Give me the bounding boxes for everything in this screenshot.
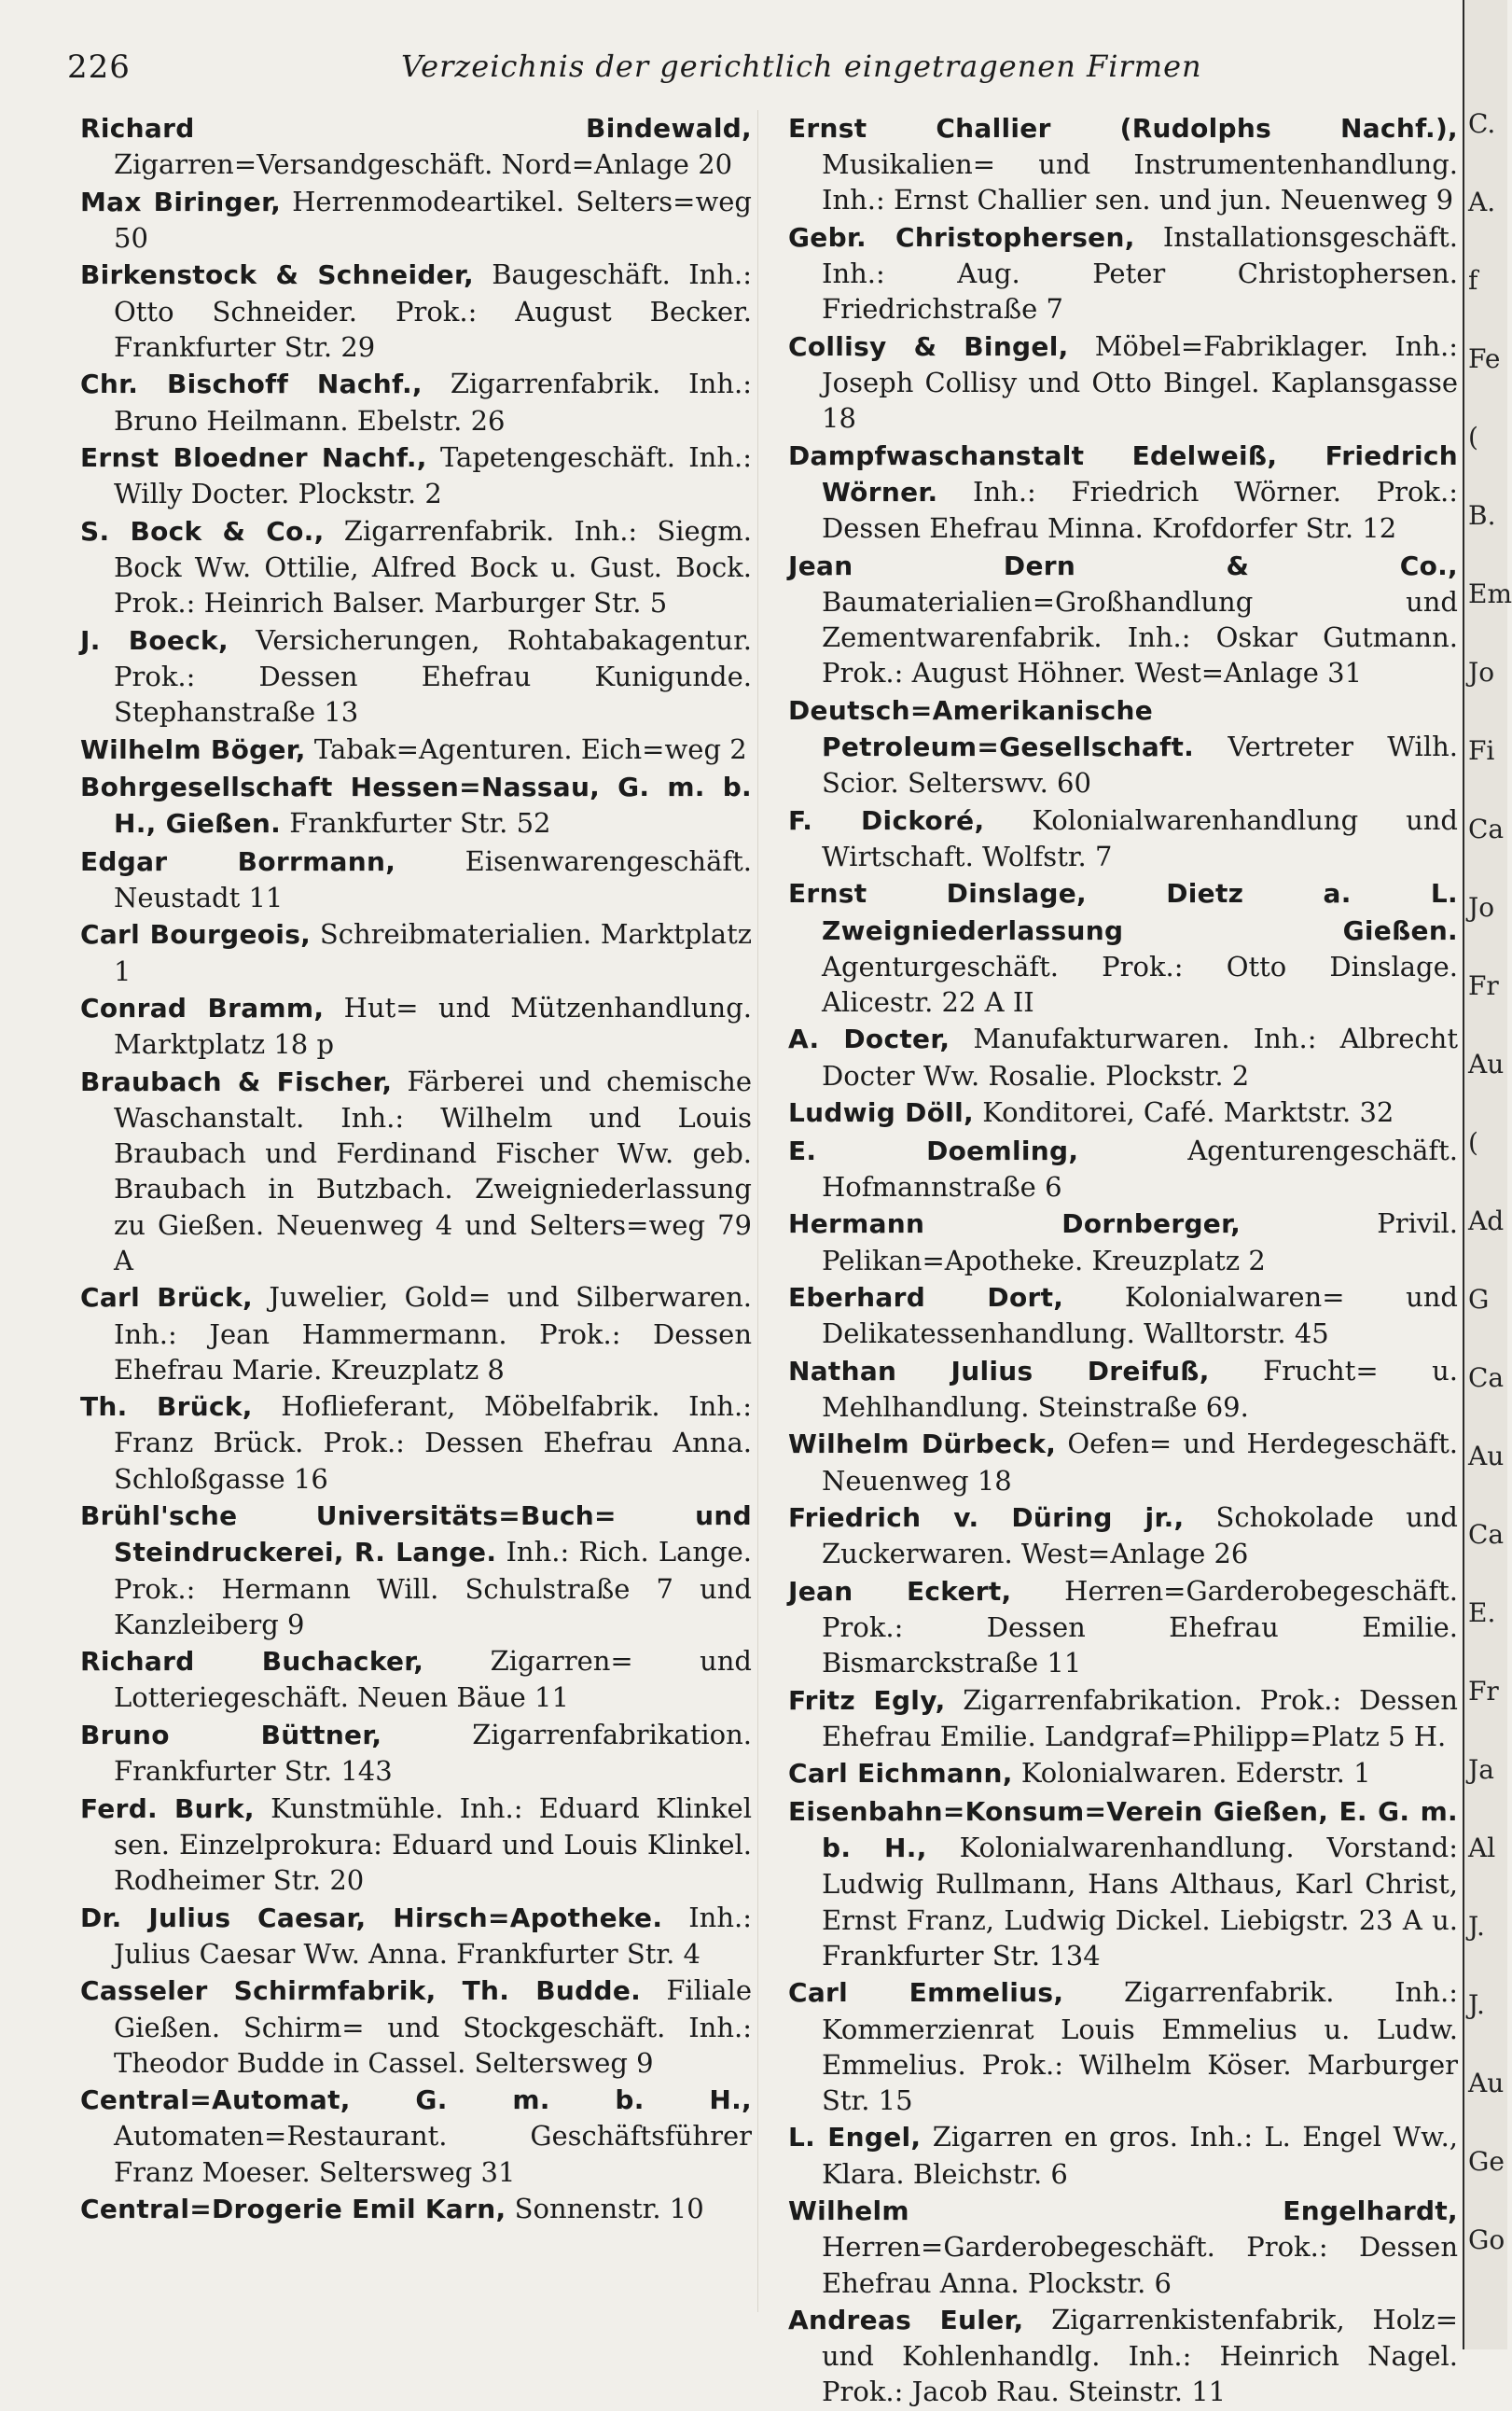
edge-fragment: G: [1468, 1284, 1490, 1315]
firm-details: Kolonialwaren= und Delikatessenhandlung. Walltorstr. 45: [822, 1281, 1458, 1350]
firm-name: Eisenbahn=Konsum=Verein Gießen, E. G. m. b. H.,: [788, 1795, 1458, 1864]
firm-name: Ernst Challier (Rudolphs Nachf.),: [788, 113, 1458, 144]
firm-entry: [80, 257, 752, 365]
edge-fragment: Em: [1468, 578, 1512, 609]
edge-fragment: E.: [1468, 1597, 1496, 1628]
firm-details: Agenturengeschäft. Hofmannstraße 6: [822, 1134, 1458, 1203]
firm-details: Frankfurter Str. 52: [289, 807, 551, 840]
edge-fragment: Ca: [1468, 1362, 1505, 1393]
firm-name: Richard Buchacker,: [80, 1646, 424, 1678]
edge-fragment: (: [1468, 422, 1478, 453]
firm-entry: [788, 2302, 1458, 2410]
firm-details: Vertreter Wilh. Scior. Selterswv. 60: [822, 730, 1458, 800]
edge-fragment: C.: [1468, 108, 1496, 139]
edge-fragment: Fr: [1468, 970, 1499, 1001]
firm-entry: [80, 1972, 752, 2081]
firm-entry: [788, 1793, 1458, 1973]
firm-details: Möbel=Fabriklager. Inh.: Joseph Collisy und Otto Bingel. Kaplansgasse 18: [822, 329, 1458, 435]
firm-name: Deutsch=Amerikanische Petroleum=Gesellschaft.: [788, 694, 1195, 762]
firm-details: Konditorei, Café. Marktstr. 32: [982, 1096, 1394, 1129]
edge-fragment: Ja: [1468, 1754, 1494, 1785]
firm-details: Juwelier, Gold= und Silberwaren. Inh.: Jean Hammermann. Prok.: Dessen Ehefrau Marie. Kreuzplatz 8: [114, 1281, 752, 1386]
firm-name: Wilhelm Engelhardt,: [788, 2195, 1458, 2227]
firm-entry: [788, 802, 1458, 874]
firm-details: Inh.: Julius Caesar Ww. Anna. Frankfurter Str. 4: [114, 1901, 752, 1970]
firm-name: Ernst Bloedner Nachf.,: [80, 442, 427, 474]
firm-name: Bohrgesellschaft Hessen=Nassau, G. m. b. H., Gießen.: [80, 772, 752, 840]
firm-details: Installationsgeschäft. Inh.: Aug. Peter Christophersen. Friedrichstraße 7: [822, 220, 1458, 326]
edge-fragment: J.: [1468, 1989, 1485, 2020]
firm-entry: [80, 1388, 752, 1497]
edge-fragment: Fe: [1468, 343, 1501, 374]
firm-entry: [788, 328, 1458, 437]
firm-details: Frucht= u. Mehlhandlung. Steinstraße 69.: [822, 1354, 1458, 1423]
firm-details: Zigarren en gros. Inh.: L. Engel Ww., Klara. Bleichstr. 6: [822, 2121, 1459, 2190]
edge-fragment: Au: [1468, 2068, 1505, 2098]
firm-entry: [788, 1279, 1458, 1351]
firm-details: Kolonialwaren. Ederstr. 1: [1020, 1757, 1371, 1790]
firm-entry: [788, 1426, 1458, 1498]
firm-entry: [788, 438, 1458, 547]
edge-fragment: A.: [1468, 187, 1496, 217]
firm-name: Dampfwaschanstalt Edelweiß, Friedrich Wörner.: [788, 439, 1458, 508]
firm-entry: [80, 1498, 752, 1642]
firm-entry: [80, 366, 752, 438]
firm-details: Schokolade und Zuckerwaren. West=Anlage 26: [822, 1501, 1458, 1570]
facing-page-edge: [1463, 0, 1512, 2349]
firm-entry: [788, 1755, 1458, 1791]
edge-fragment: Jo: [1468, 657, 1495, 688]
firm-name: Ludwig Döll,: [788, 1097, 974, 1129]
firm-details: Zigarrenfabrik. Inh.: Bruno Heilmann. Ebelstr. 26: [114, 368, 752, 437]
firm-name: Bruno Büttner,: [80, 1719, 382, 1750]
firm-name: Eberhard Dort,: [788, 1282, 1064, 1314]
firm-name: Central=Automat, G. m. b. H.,: [80, 2084, 752, 2116]
firm-name: Richard Bindewald,: [80, 113, 752, 144]
firm-details: Hut= und Mützenhandlung. Marktplatz 18 p: [114, 992, 752, 1061]
edge-fragment: B.: [1468, 500, 1496, 531]
firm-details: Herrenmodeartikel. Selters=weg 50: [114, 185, 752, 254]
edge-fragment: Ge: [1468, 2146, 1505, 2177]
firm-name: Braubach & Fischer,: [80, 1066, 393, 1097]
firm-name: Dr. Julius Caesar, Hirsch=Apotheke.: [80, 1902, 663, 1933]
firm-details: Zigarrenfabrikation. Frankfurter Str. 143: [114, 1718, 752, 1788]
firm-name: Ferd. Burk,: [80, 1792, 255, 1824]
page-header: [65, 49, 1436, 95]
firm-entry: [80, 2082, 752, 2190]
firm-entry: [788, 1206, 1458, 1277]
firm-name: S. Bock & Co.,: [80, 515, 325, 547]
firm-name: J. Boeck,: [80, 624, 229, 656]
firm-entry: [788, 2119, 1458, 2191]
firm-details: Färberei und chemische Waschanstalt. Inh.: Wilhelm und Louis Braubach und Ferdinand Fischer Ww. geb. Braubach in Butzbach. Zweigniederlassung zu Gießen. Neuenweg 4 und Selters=weg 79 A: [114, 1065, 753, 1276]
firm-name: Birkenstock & Schneider,: [80, 259, 474, 291]
firm-name: Brühl'sche Universitäts=Buch= und Steindruckerei, R. Lange.: [80, 1500, 752, 1568]
firm-details: Privil. Pelikan=Apotheke. Kreuzplatz 2: [822, 1207, 1459, 1276]
firm-entry: [80, 184, 752, 256]
column-divider: [757, 110, 758, 2312]
edge-fragment: Go: [1468, 2224, 1505, 2255]
firm-entry: [80, 1643, 752, 1715]
firm-entry: [788, 1499, 1458, 1571]
firm-details: Baumaterialien=Großhandlung und Zementwarenfabrik. Inh.: Oskar Gutmann. Prok.: August Höhner. West=Anlage 31: [822, 585, 1458, 690]
firm-details: Hoflieferant, Möbelfabrik. Inh.: Franz Brück. Prok.: Dessen Ehefrau Anna. Schloßgasse 16: [114, 1390, 752, 1495]
firm-name: Carl Bourgeois,: [80, 919, 312, 951]
firm-entry: [80, 439, 752, 511]
firm-name: Collisy & Bingel,: [788, 330, 1069, 362]
firm-details: Kolonialwarenhandlung und Wirtschaft. Wolfstr. 7: [822, 803, 1458, 872]
firm-details: Herren=Garderobegeschäft. Prok.: Dessen Ehefrau Anna. Plockstr. 6: [822, 2231, 1458, 2299]
firm-entry: [80, 1717, 752, 1789]
edge-fragment: Ca: [1468, 814, 1505, 844]
firm-details: Inh.: Friedrich Wörner. Prok.: Dessen Ehefrau Minna. Krofdorfer Str. 12: [822, 475, 1458, 545]
edge-fragment: f: [1468, 265, 1478, 296]
firm-details: Inh.: Rich. Lange. Prok.: Hermann Will. Schulstraße 7 und Kanzleiberg 9: [114, 1536, 753, 1640]
edge-fragment: Fr: [1468, 1676, 1499, 1707]
firm-entry: [80, 843, 752, 915]
edge-fragment: J.: [1468, 1911, 1485, 1942]
firm-details: Zigarrenfabrikation. Prok.: Dessen Ehefrau Emilie. Landgraf=Philipp=Platz 5 H.: [822, 1683, 1458, 1752]
firm-name: Ernst Dinslage, Dietz a. L. Zweigniederlassung Gießen.: [788, 878, 1458, 946]
firm-name: Chr. Bischoff Nachf.,: [80, 369, 423, 400]
firm-entry: [788, 1021, 1458, 1093]
right-column: [788, 110, 1458, 2411]
firm-name: Casseler Schirmfabrik, Th. Budde.: [80, 1975, 642, 2007]
firm-details: Herren=Garderobegeschäft. Prok.: Dessen Ehefrau Emilie. Bismarckstraße 11: [822, 1574, 1458, 1679]
edge-fragment: Fi: [1468, 735, 1495, 766]
firm-details: Manufakturwaren. Inh.: Albrecht Docter Ww. Rosalie. Plockstr. 2: [822, 1023, 1459, 1092]
firm-name: Andreas Euler,: [788, 2305, 1024, 2336]
firm-entry: [788, 1133, 1458, 1205]
firm-details: Sonnenstr. 10: [514, 2193, 704, 2225]
firm-name: Max Biringer,: [80, 186, 282, 217]
firm-details: Zigarrenfabrik. Inh.: Kommerzienrat Louis Emmelius u. Ludw. Emmelius. Prok.: Wilhelm Köser. Marburger Str. 15: [822, 1976, 1458, 2116]
firm-name: A. Docter,: [788, 1024, 950, 1055]
firm-details: Zigarrenkistenfabrik, Holz= und Kohlenhandlg. Inh.: Heinrich Nagel. Prok.: Jacob Rau. Steinstr. 11: [822, 2304, 1459, 2408]
firm-details: Eisenwarengeschäft. Neustadt 11: [114, 844, 752, 913]
firm-details: Kolonialwarenhandlung. Vorstand: Ludwig Rullmann, Hans Althaus, Karl Christ, Ernst Franz, Ludwig Dickel. Liebigstr. 23 A u. Frankfurter Str. 134: [822, 1832, 1458, 1972]
page-number: 226: [67, 49, 131, 86]
firm-name: E. Doemling,: [788, 1135, 1079, 1166]
firm-entry: [80, 916, 752, 988]
firm-name: L. Engel,: [788, 2122, 922, 2153]
firm-name: Fritz Egly,: [788, 1684, 946, 1716]
firm-name: F. Dickoré,: [788, 804, 985, 836]
firm-name: Wilhelm Böger,: [80, 733, 306, 765]
firm-entry: [788, 219, 1458, 328]
firm-entry: [788, 548, 1458, 691]
firm-name: Jean Eckert,: [788, 1575, 1012, 1607]
firm-name: Friedrich v. Düring jr.,: [788, 1502, 1185, 1534]
firm-name: Carl Eichmann,: [788, 1758, 1013, 1790]
edge-fragment: Au: [1468, 1049, 1505, 1080]
edge-fragment: Ca: [1468, 1519, 1505, 1550]
firm-entry: [788, 692, 1458, 801]
firm-details: Zigarren=Versandgeschäft. Nord=Anlage 20: [114, 148, 733, 181]
firm-name: Carl Emmelius,: [788, 1977, 1064, 2009]
firm-details: Musikalien= und Instrumentenhandlung. Inh.: Ernst Challier sen. und jun. Neuenweg 9: [822, 148, 1458, 216]
edge-fragment: (: [1468, 1127, 1478, 1158]
edge-fragment: Al: [1468, 1833, 1496, 1863]
firm-name: Jean Dern & Co.,: [788, 550, 1458, 581]
firm-details: Automaten=Restaurant. Geschäftsführer Franz Moeser. Seltersweg 31: [114, 2120, 752, 2188]
left-column: [80, 110, 752, 2229]
firm-entry: [80, 1791, 752, 1899]
firm-details: Kunstmühle. Inh.: Eduard Klinkel sen. Einzelprokura: Eduard und Louis Klinkel. Rodheimer Str. 20: [114, 1791, 752, 1897]
firm-entry: [80, 2191, 752, 2227]
firm-entry: [80, 769, 752, 842]
firm-name: Gebr. Christophersen,: [788, 221, 1135, 253]
firm-details: Tabak=Agenturen. Eich=weg 2: [313, 732, 747, 765]
firm-entry: [788, 1682, 1458, 1754]
firm-name: Central=Drogerie Emil Karn,: [80, 2194, 506, 2225]
firm-details: Filiale Gießen. Schirm= und Stockgeschäft. Inh.: Theodor Budde in Cassel. Seltersweg 9: [114, 1974, 752, 2079]
running-title: Verzeichnis der gerichtlich eingetragenen Firmen: [401, 49, 1202, 84]
firm-entry: [80, 990, 752, 1062]
firm-details: Agenturgeschäft. Prok.: Otto Dinslage. Alicestr. 22 A II: [822, 950, 1458, 1018]
firm-details: Zigarrenfabrik. Inh.: Siegm. Bock Ww. Ottilie, Alfred Bock u. Gust. Bock. Prok.: Heinrich Balser. Marburger Str. 5: [114, 514, 752, 620]
firm-details: Baugeschäft. Inh.: Otto Schneider. Prok.: August Becker. Frankfurter Str. 29: [114, 258, 752, 363]
firm-entry: [788, 1353, 1458, 1425]
firm-name: Carl Brück,: [80, 1282, 253, 1314]
firm-name: Conrad Bramm,: [80, 993, 325, 1024]
firm-details: Versicherungen, Rohtabakagentur. Prok.: Dessen Ehefrau Kunigunde. Stephanstraße 13: [114, 623, 752, 729]
edge-fragment: Ad: [1468, 1206, 1505, 1236]
firm-details: Oefen= und Herdegeschäft. Neuenweg 18: [822, 1428, 1458, 1497]
firm-entry: [788, 2193, 1458, 2301]
firm-name: Nathan Julius Dreifuß,: [788, 1355, 1210, 1387]
edge-fragment: Au: [1468, 1441, 1505, 1471]
firm-name: Hermann Dornberger,: [788, 1208, 1242, 1240]
firm-entry: [788, 110, 1458, 218]
firm-entry: [788, 1573, 1458, 1681]
firm-entry: [788, 875, 1458, 1020]
firm-details: Tapetengeschäft. Inh.: Willy Docter. Plockstr. 2: [114, 441, 752, 510]
edge-fragment: Jo: [1468, 892, 1495, 923]
firm-name: Wilhelm Dürbeck,: [788, 1428, 1057, 1460]
firm-name: Th. Brück,: [80, 1391, 253, 1423]
firm-details: Schreibmaterialien. Marktplatz 1: [114, 918, 752, 987]
firm-entry: [80, 110, 752, 182]
firm-entry: [80, 1900, 752, 1972]
firm-entry: [788, 1094, 1458, 1131]
firm-entry: [80, 1064, 752, 1278]
firm-entry: [80, 1279, 752, 1387]
firm-entry: [80, 513, 752, 621]
firm-name: Edgar Borrmann,: [80, 845, 396, 877]
firm-entry: [80, 732, 752, 768]
firm-entry: [788, 1974, 1458, 2118]
firm-entry: [80, 622, 752, 731]
firm-details: Zigarren= und Lotteriegeschäft. Neuen Bäue 11: [114, 1645, 752, 1714]
